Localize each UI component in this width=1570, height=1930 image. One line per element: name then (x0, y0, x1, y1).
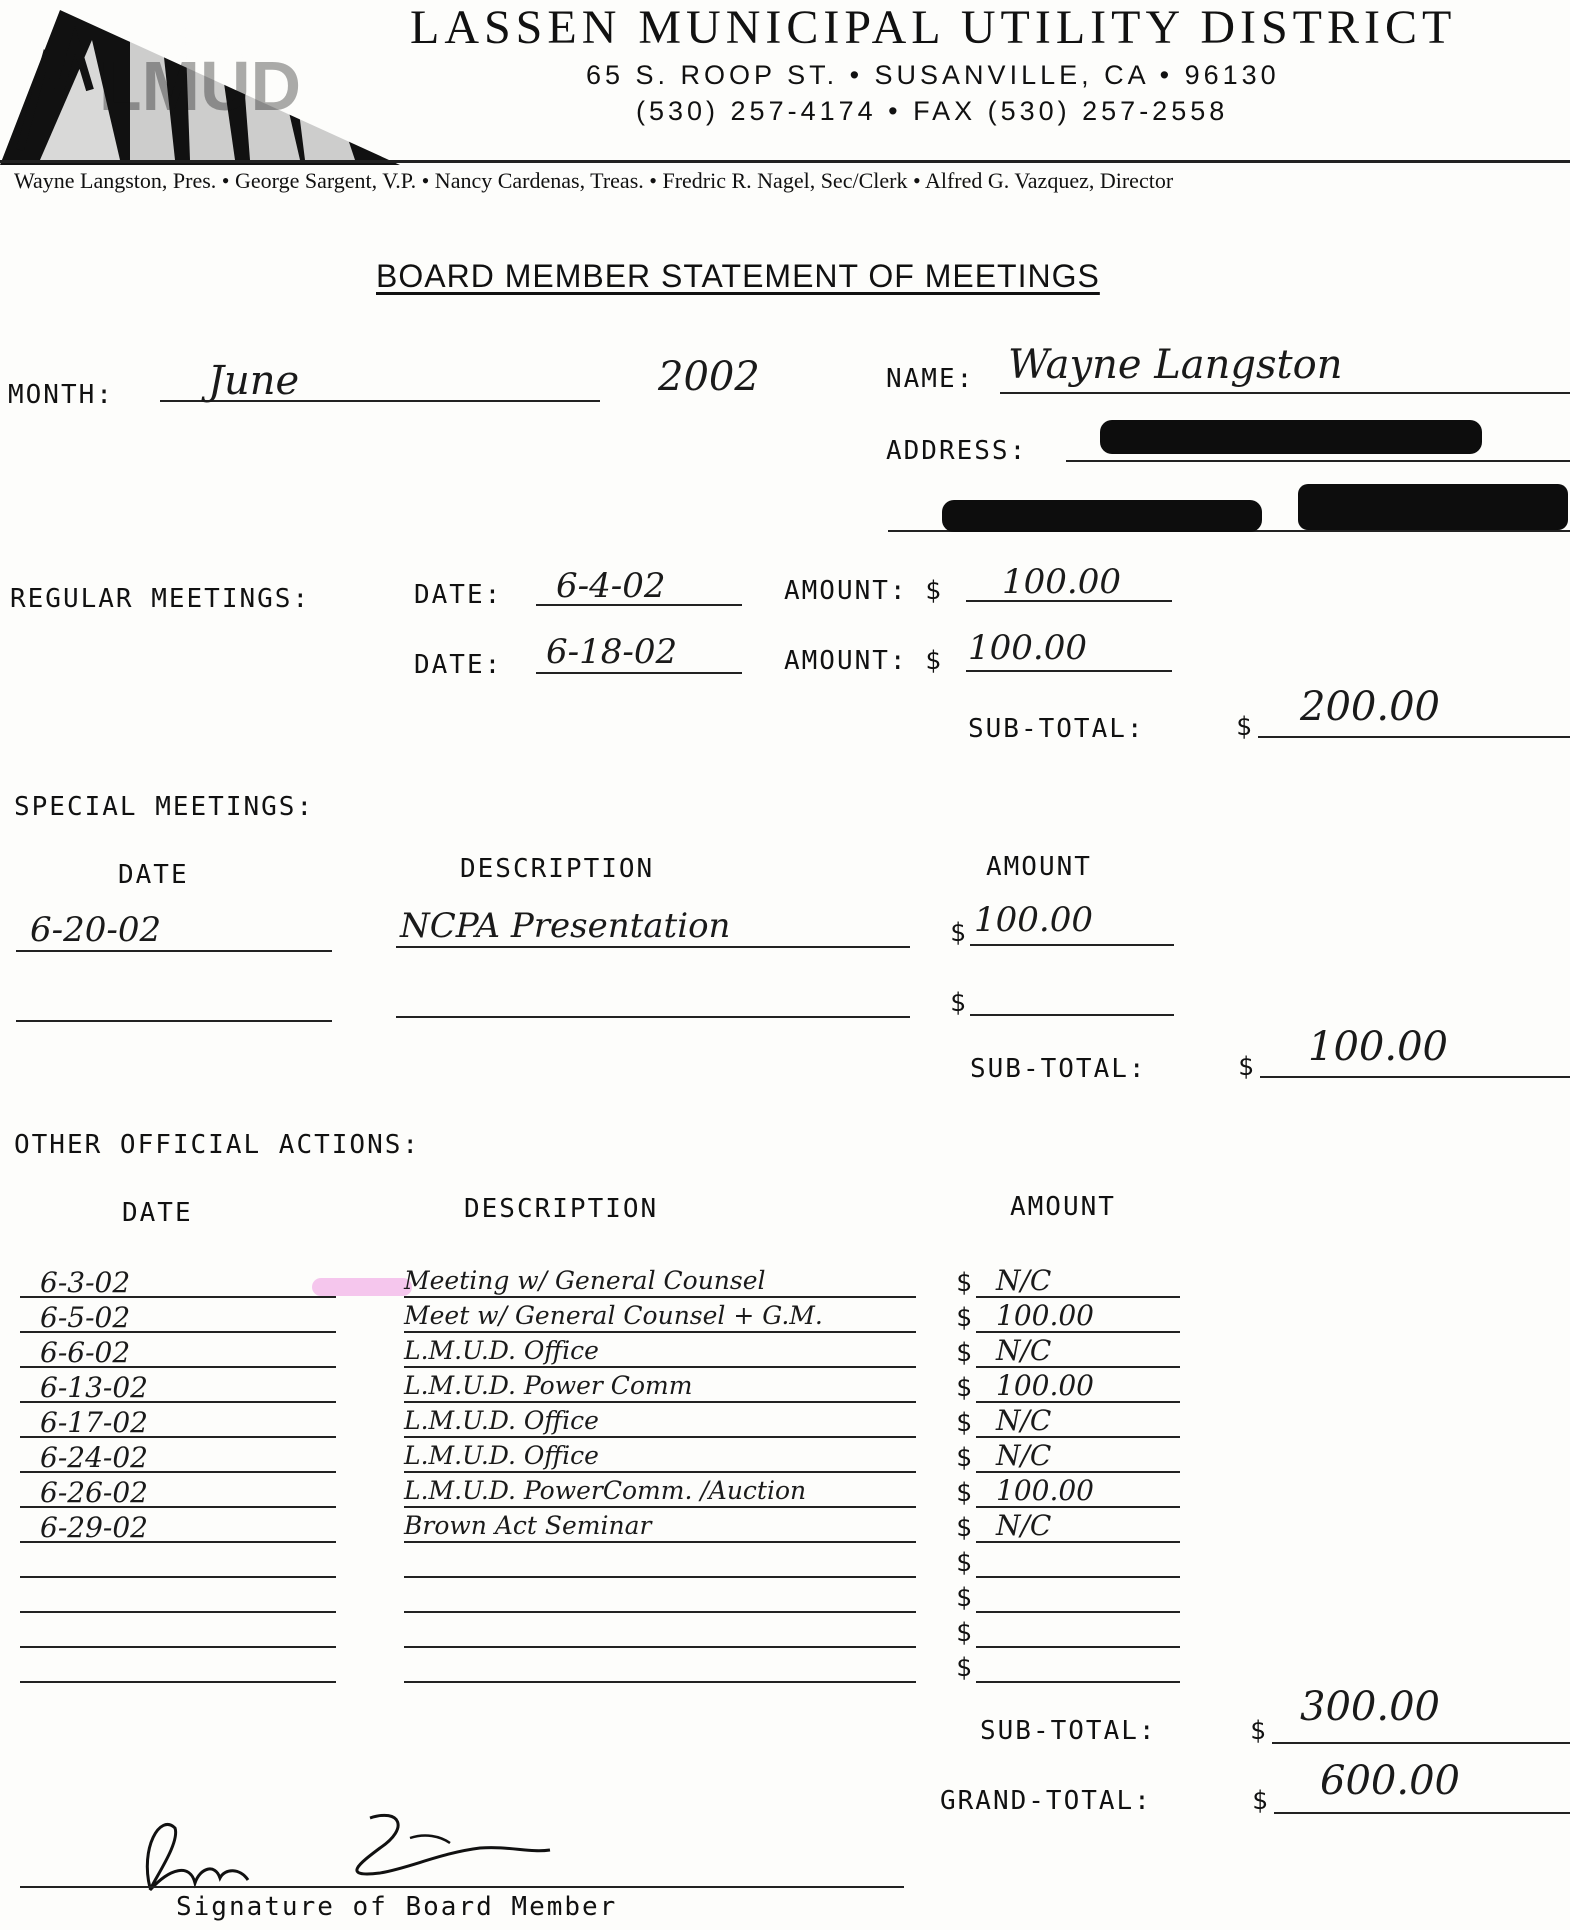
other-col-date: DATE (122, 1198, 193, 1228)
other-amount-dollar: $ (956, 1513, 972, 1543)
other-date-value[interactable]: 6-24-02 (40, 1441, 148, 1474)
other-description-line (404, 1576, 916, 1578)
signature-line (20, 1886, 904, 1888)
other-amount-value[interactable]: N/C (996, 1404, 1052, 1437)
other-amount-dollar: $ (956, 1408, 972, 1438)
form-title: BOARD MEMBER STATEMENT OF MEETINGS (376, 258, 1100, 294)
name-value[interactable]: Wayne Langston (1008, 342, 1343, 388)
name-label: NAME: (886, 364, 975, 394)
redacted-address-1 (1100, 420, 1482, 454)
special-col-date: DATE (118, 860, 189, 890)
regular-subtotal-label: SUB-TOTAL: (968, 714, 1145, 744)
other-description-line (404, 1471, 916, 1473)
other-date-value[interactable]: 6-17-02 (40, 1406, 148, 1439)
district-logo (0, 0, 400, 170)
district-address: 65 S. ROOP ST. • SUSANVILLE, CA • 96130 (586, 60, 1280, 90)
regular-amount-value[interactable]: 100.00 (968, 628, 1087, 668)
officers-line: Wayne Langston, Pres. • George Sargent, V.P. • Nancy Cardenas, Treas. • Fredric R. Nagel, Sec/Clerk • Alfred G. Vazquez, Director (14, 168, 1174, 193)
other-description-line (404, 1401, 916, 1403)
regular-meetings-label: REGULAR MEETINGS: (10, 584, 311, 614)
other-amount-line (976, 1576, 1180, 1578)
regular-subtotal-value[interactable]: 200.00 (1300, 684, 1440, 730)
address-line-1 (1066, 460, 1570, 462)
regular-subtotal-line (1258, 736, 1570, 738)
redacted-address-3 (1298, 484, 1568, 530)
other-subtotal-label: SUB-TOTAL: (980, 1716, 1157, 1746)
regular-subtotal-dollar: $ (1236, 712, 1252, 742)
other-amount-value[interactable]: 100.00 (996, 1299, 1094, 1332)
special-subtotal-dollar: $ (1238, 1052, 1254, 1082)
redacted-address-2 (942, 500, 1262, 532)
other-col-amount: AMOUNT (1010, 1192, 1116, 1222)
special-date-line (16, 950, 332, 952)
special-subtotal-line (1260, 1076, 1570, 1078)
other-amount-line (976, 1646, 1180, 1648)
other-actions-label: OTHER OFFICIAL ACTIONS: (14, 1130, 421, 1160)
other-date-value[interactable]: 6-3-02 (40, 1266, 131, 1299)
other-amount-value[interactable]: N/C (996, 1264, 1052, 1297)
other-date-value[interactable]: 6-5-02 (40, 1301, 131, 1334)
other-amount-dollar: $ (956, 1373, 972, 1403)
other-description-value[interactable]: L.M.U.D. Power Comm (404, 1371, 693, 1400)
special-subtotal-value[interactable]: 100.00 (1308, 1024, 1448, 1070)
special-amount-line (970, 944, 1174, 946)
regular-date-value[interactable]: 6-18-02 (546, 632, 678, 672)
other-amount-dollar: $ (956, 1618, 972, 1648)
other-description-line (404, 1366, 916, 1368)
grandtotal-label: GRAND-TOTAL: (940, 1786, 1152, 1816)
other-date-line (20, 1681, 336, 1683)
grandtotal-dollar: $ (1252, 1786, 1268, 1816)
other-amount-value[interactable]: 100.00 (996, 1369, 1094, 1402)
month-value[interactable]: June (208, 358, 300, 404)
regular-amount-line (966, 670, 1172, 672)
regular-amount-label: AMOUNT: $ (784, 576, 943, 606)
other-date-line (20, 1576, 336, 1578)
regular-date-value[interactable]: 6-4-02 (556, 566, 666, 606)
special-description-line (396, 1016, 910, 1018)
special-date-line (16, 1020, 332, 1022)
header-rule (0, 160, 1570, 163)
special-col-description: DESCRIPTION (460, 854, 655, 884)
other-date-value[interactable]: 6-13-02 (40, 1371, 148, 1404)
other-description-value[interactable]: L.M.U.D. Office (404, 1406, 599, 1435)
other-amount-dollar: $ (956, 1478, 972, 1508)
other-description-line (404, 1296, 916, 1298)
month-label: MONTH: (8, 380, 114, 410)
other-date-value[interactable]: 6-29-02 (40, 1511, 148, 1544)
regular-date-line (536, 672, 742, 674)
other-description-value[interactable]: Meeting w/ General Counsel (404, 1266, 766, 1295)
other-amount-value[interactable]: N/C (996, 1509, 1052, 1542)
highlighter-mark (312, 1278, 412, 1296)
special-amount-dollar: $ (950, 918, 966, 948)
address-label: ADDRESS: (886, 436, 1028, 466)
district-phone: (530) 257-4174 • FAX (530) 257-2558 (636, 96, 1229, 126)
special-meetings-label: SPECIAL MEETINGS: (14, 792, 315, 822)
other-date-line (20, 1611, 336, 1613)
other-amount-dollar: $ (956, 1583, 972, 1613)
special-amount-line (970, 1014, 1174, 1016)
year-value[interactable]: 2002 (658, 354, 760, 400)
other-description-value[interactable]: Brown Act Seminar (404, 1511, 652, 1540)
other-subtotal-value[interactable]: 300.00 (1300, 1684, 1440, 1730)
other-description-line (404, 1541, 916, 1543)
grandtotal-line (1274, 1812, 1570, 1814)
special-description-value[interactable]: NCPA Presentation (400, 906, 731, 946)
regular-date-label: DATE: (414, 580, 503, 610)
other-date-line (20, 1646, 336, 1648)
other-description-line (404, 1681, 916, 1683)
other-description-value[interactable]: L.M.U.D. Office (404, 1336, 599, 1365)
other-date-value[interactable]: 6-26-02 (40, 1476, 148, 1509)
other-subtotal-dollar: $ (1250, 1716, 1266, 1746)
other-description-line (404, 1436, 916, 1438)
name-line (1000, 392, 1570, 394)
other-amount-dollar: $ (956, 1653, 972, 1683)
other-amount-value[interactable]: N/C (996, 1439, 1052, 1472)
other-amount-line (976, 1611, 1180, 1613)
board-member-signature[interactable] (80, 1808, 600, 1898)
other-amount-value[interactable]: N/C (996, 1334, 1052, 1367)
other-amount-line (976, 1681, 1180, 1683)
regular-date-label: DATE: (414, 650, 503, 680)
special-date-value[interactable]: 6-20-02 (30, 910, 162, 950)
other-description-line (404, 1611, 916, 1613)
special-amount-value[interactable]: 100.00 (974, 900, 1093, 940)
special-col-amount: AMOUNT (986, 852, 1092, 882)
regular-amount-label: AMOUNT: $ (784, 646, 943, 676)
other-description-value[interactable]: L.M.U.D. PowerComm. /Auction (404, 1476, 807, 1505)
other-subtotal-line (1272, 1742, 1570, 1744)
other-col-description: DESCRIPTION (464, 1194, 659, 1224)
other-amount-dollar: $ (956, 1338, 972, 1368)
district-name: LASSEN MUNICIPAL UTILITY DISTRICT (410, 1, 1457, 54)
other-description-value[interactable]: Meet w/ General Counsel + G.M. (404, 1301, 823, 1330)
regular-amount-value[interactable]: 100.00 (1002, 562, 1121, 602)
other-description-value[interactable]: L.M.U.D. Office (404, 1441, 599, 1470)
signature-label: Signature of Board Member (176, 1892, 618, 1922)
special-description-line (396, 946, 910, 948)
other-description-line (404, 1646, 916, 1648)
other-amount-dollar: $ (956, 1548, 972, 1578)
other-description-line (404, 1331, 916, 1333)
special-amount-dollar: $ (950, 988, 966, 1018)
other-description-line (404, 1506, 916, 1508)
other-amount-dollar: $ (956, 1443, 972, 1473)
other-amount-dollar: $ (956, 1268, 972, 1298)
other-date-value[interactable]: 6-6-02 (40, 1336, 131, 1369)
other-amount-dollar: $ (956, 1303, 972, 1333)
svg-text:LMUD: LMUD (98, 47, 302, 125)
other-amount-value[interactable]: 100.00 (996, 1474, 1094, 1507)
grandtotal-value[interactable]: 600.00 (1320, 1758, 1460, 1804)
special-subtotal-label: SUB-TOTAL: (970, 1054, 1147, 1084)
